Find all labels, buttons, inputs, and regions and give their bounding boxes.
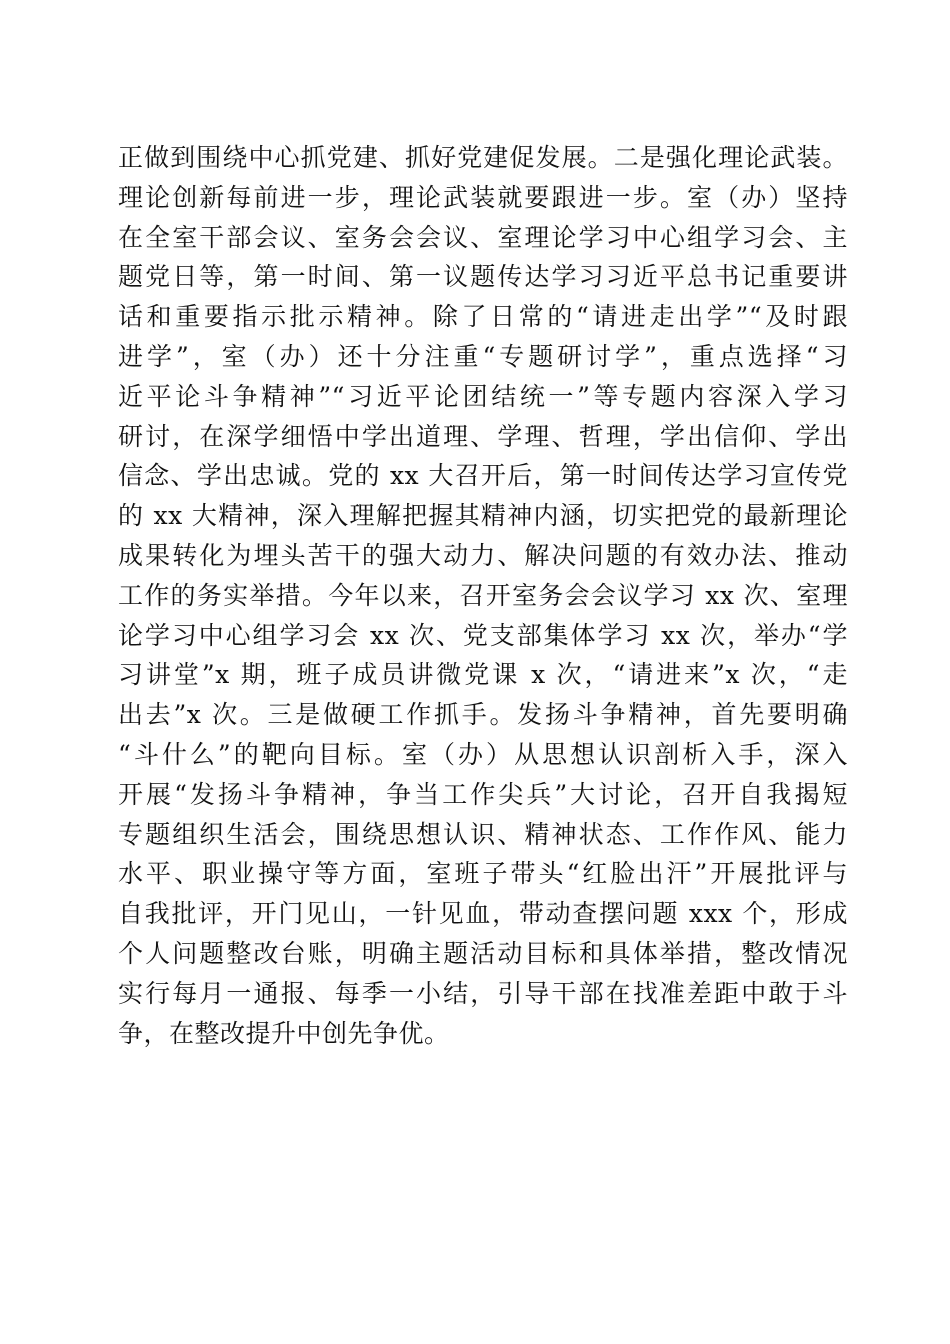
text-line: 实行每月一通报、每季一小结，引导干部在找准差距中敢于斗 [118, 978, 848, 1008]
text-line: 水平、职业操守等方面，室班子带头“红脸出汗”开展批评与 [118, 859, 848, 889]
text-line: 研讨，在深学细悟中学出道理、学理、哲理，学出信仰、学出 [118, 421, 848, 451]
body-text [118, 138, 848, 1053]
text-line: 开展“发扬斗争精神，争当工作尖兵”大讨论，召开自我揭短 [118, 779, 848, 809]
text-line: 正做到围绕中心抓党建、抓好党建促发展。二是强化理论武装。 [118, 143, 848, 172]
text-line: 题党日等，第一时间、第一议题传达学习习近平总书记重要讲 [118, 262, 848, 292]
text-line: 理论创新每前进一步，理论武装就要跟进一步。室（办）坚持 [118, 182, 848, 212]
text-line: 论学习中心组学习会 xx 次、党支部集体学习 xx 次，举办“学 [118, 620, 848, 650]
text-line: 的 xx 大精神，深入理解把握其精神内涵，切实把党的最新理论 [118, 501, 848, 531]
text-line: 话和重要指示批示精神。除了日常的“请进走出学”“及时跟 [118, 302, 848, 332]
text-line: 习讲堂”x 期，班子成员讲微党课 x 次，“请进来”x 次，“走 [118, 660, 848, 690]
text-line: “斗什么”的靶向目标。室（办）从思想认识剖析入手，深入 [118, 739, 848, 769]
text-line: 近平论斗争精神”“习近平论团结统一”等专题内容深入学习 [118, 381, 848, 411]
text-line: 进学”，室（办）还十分注重“专题研讨学”，重点选择“习 [118, 341, 848, 371]
text-line: 出去”x 次。三是做硬工作抓手。发扬斗争精神，首先要明确 [118, 700, 848, 730]
text-line: 自我批评，开门见山，一针见血，带动查摆问题 xxx 个，形成 [118, 899, 848, 929]
text-line: 专题组织生活会，围绕思想认识、精神状态、工作作风、能力 [118, 819, 848, 849]
text-line: 在全室干部会议、室务会会议、室理论学习中心组学习会、主 [118, 222, 848, 252]
text-line: 信念、学出忠诚。党的 xx 大召开后，第一时间传达学习宣传党 [118, 461, 848, 491]
text-line: 成果转化为埋头苦干的强大动力、解决问题的有效办法、推动 [118, 540, 848, 570]
text-line: 个人问题整改台账，明确主题活动目标和具体举措，整改情况 [118, 938, 848, 968]
text-line: 工作的务实举措。今年以来，召开室务会会议学习 xx 次、室理 [118, 580, 848, 610]
text-line-last: 争，在整改提升中创先争优。 [118, 1018, 450, 1048]
